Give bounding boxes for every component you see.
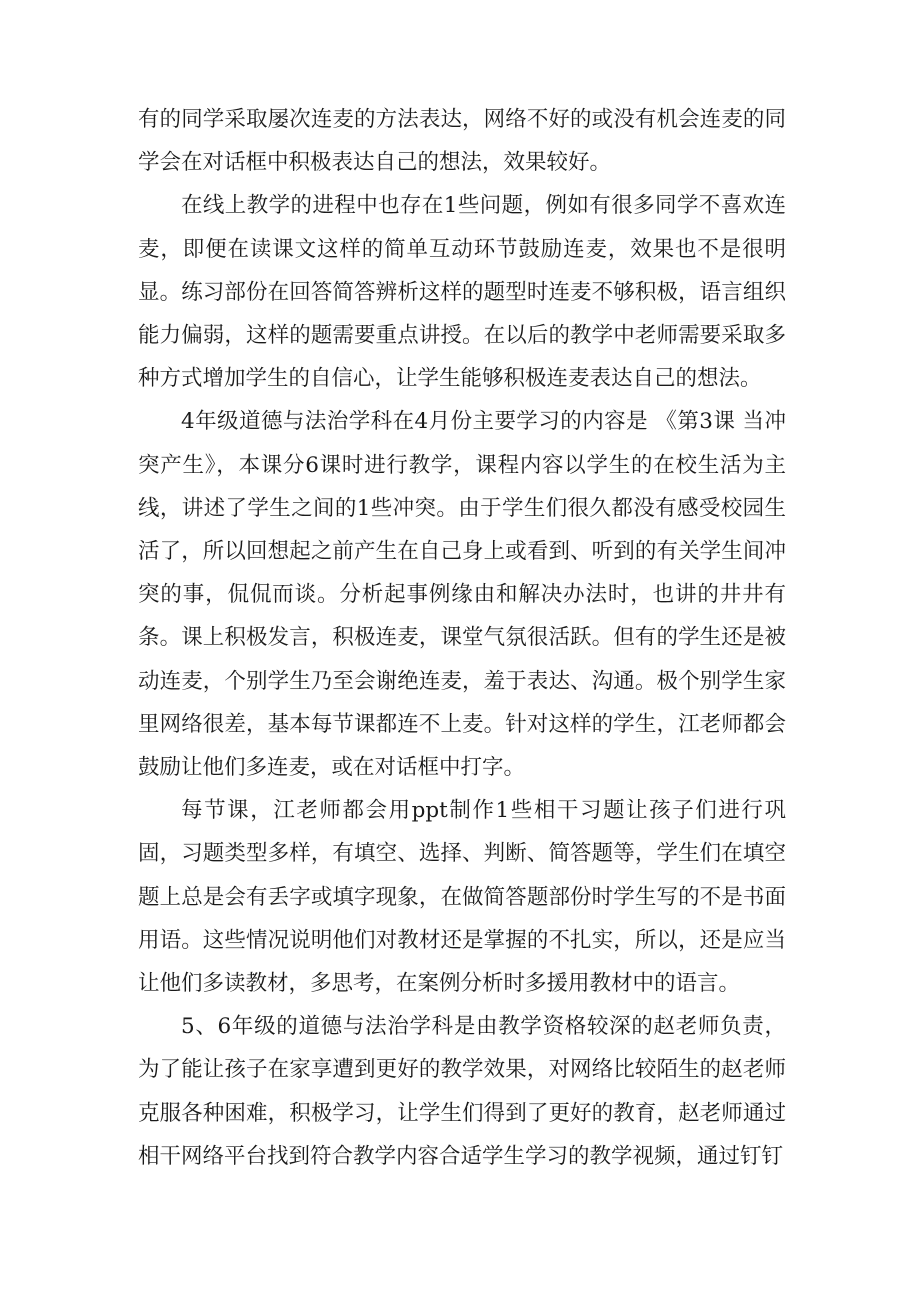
document-body	[138, 98, 786, 1178]
paragraph-2: 在线上教学的进程中也存在1些问题，例如有很多同学不喜欢连麦，即便在读课文这样的简单互动环节鼓励连麦，效果也不是很明显。练习部份在回答简答辨析这样的题型时连麦不够积极，语言组织能力偏弱，这样的题需要重点讲授。在以后的教学中老师需要采取多种方式增加学生的自信心，让学生能够积极连麦表达自己的想法。	[138, 193, 786, 392]
paragraph-4: 每节课，江老师都会用ppt制作1些相干习题让孩子们进行巩固，习题类型多样，有填空、选择、判断、简答题等，学生们在填空题上总是会有丢字或填字现象，在做简答题部份时学生写的不是书面用语。这些情况说明他们对教材还是掌握的不扎实，所以，还是应当让他们多读教材，多思考，在案例分析时多援用教材中的语言。	[138, 798, 786, 997]
paragraph-1: 有的同学采取屡次连麦的方法表达，网络不好的或没有机会连麦的同学会在对话框中积极表达自己的想法，效果较好。	[138, 107, 786, 176]
paragraph-3: 4年级道德与法治学科在4月份主要学习的内容是 《第3课 当冲突产生》，本课分6课时进行教学，课程内容以学生的在校生活为主线，讲述了学生之间的1些冲突。由于学生们很久都没有感受校园生活了，所以回想起之前产生在自己身上或看到、听到的有关学生间冲突的事，侃侃而谈。分析起事例缘由和解决办法时，也讲的井井有条。课上积极发言，积极连麦，课堂气氛很活跃。但有的学生还是被动连麦，个别学生乃至会谢绝连麦，羞于表达、沟通。极个别学生家里网络很差，基本每节课都连不上麦。针对这样的学生，江老师都会鼓励让他们多连麦，或在对话框中打字。	[138, 409, 786, 781]
paragraph-5: 5、6年级的道德与法治学科是由教学资格较深的赵老师负责，为了能让孩子在家享遭到更好的教学效果，对网络比较陌生的赵老师克服各种困难，积极学习，让学生们得到了更好的教育，赵老师通过相干网络平台找到符合教学内容合适学生学习的教学视频，通过钉钉	[138, 1014, 786, 1169]
